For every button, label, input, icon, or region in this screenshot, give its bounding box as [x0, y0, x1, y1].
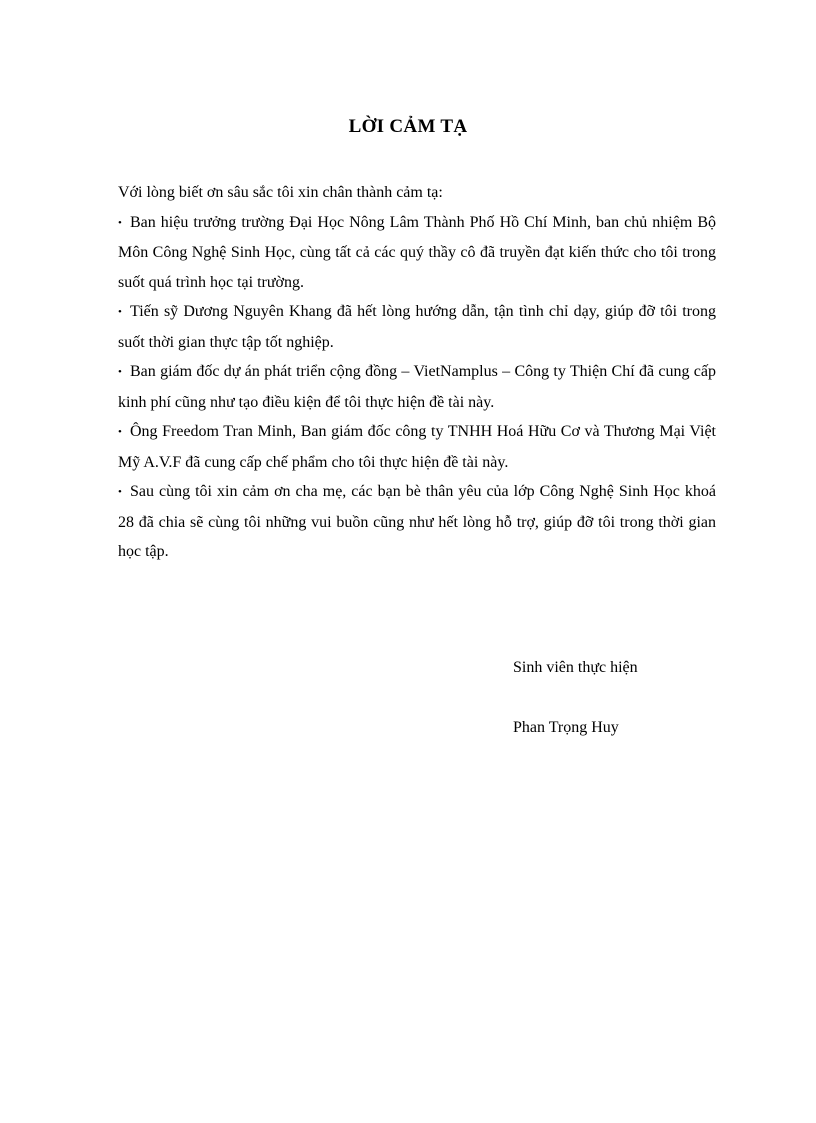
acknowledgement-item	[118, 357, 716, 417]
acknowledgement-item	[118, 297, 716, 357]
acknowledgement-item	[118, 208, 716, 298]
page-title: LỜI CẢM TẠ	[348, 116, 468, 137]
acknowledgement-text: Ban hiệu trưởng trường Đại Học Nông Lâm Thành Phố Hồ Chí Minh, ban chủ nhiệm Bộ Môn Công Nghệ Sinh Học, cùng tất cả các quý thầy cô đã truyền đạt kiến thức cho tôi trong suốt quá trình học tại trường.	[118, 213, 716, 291]
bullet-icon: •	[118, 216, 122, 229]
intro-paragraph: Với lòng biết ơn sâu sắc tôi xin chân thành cảm tạ:	[118, 184, 443, 201]
acknowledgement-text: Ban giám đốc dự án phát triển cộng đồng – VietNamplus – Công ty Thiện Chí đã cung cấp kinh phí cũng như tạo điều kiện để tôi thực hiện đề tài này.	[118, 363, 716, 411]
acknowledgement-text: Tiến sỹ Dương Nguyên Khang đã hết lòng hướng dẫn, tận tình chỉ dạy, giúp đỡ tôi trong suốt thời gian thực tập tốt nghiệp.	[118, 303, 716, 351]
bullet-icon: •	[118, 426, 122, 438]
signature-role: Sinh viên thực hiện	[513, 659, 638, 676]
acknowledgement-item	[118, 417, 716, 477]
bullet-icon: •	[118, 306, 122, 318]
bullet-icon: •	[118, 486, 122, 498]
acknowledgement-text: Sau cùng tôi xin cảm ơn cha mẹ, các bạn bè thân yêu của lớp Công Nghệ Sinh Học khoá 28 đã chia sẽ cùng tôi những vui buồn cũng như hết lòng hỗ trợ, giúp đỡ tôi trong thời gian học tập.	[118, 483, 716, 560]
bullet-icon: •	[118, 366, 122, 378]
signature-name: Phan Trọng Huy	[513, 719, 619, 736]
acknowledgement-body	[118, 178, 716, 567]
acknowledgement-text: Ông Freedom Tran Minh, Ban giám đốc công ty TNHH Hoá Hữu Cơ và Thương Mại Việt Mỹ A.V.F đã cung cấp chế phẩm cho tôi thực hiện đề tài này.	[118, 423, 716, 471]
acknowledgement-item	[118, 477, 716, 567]
